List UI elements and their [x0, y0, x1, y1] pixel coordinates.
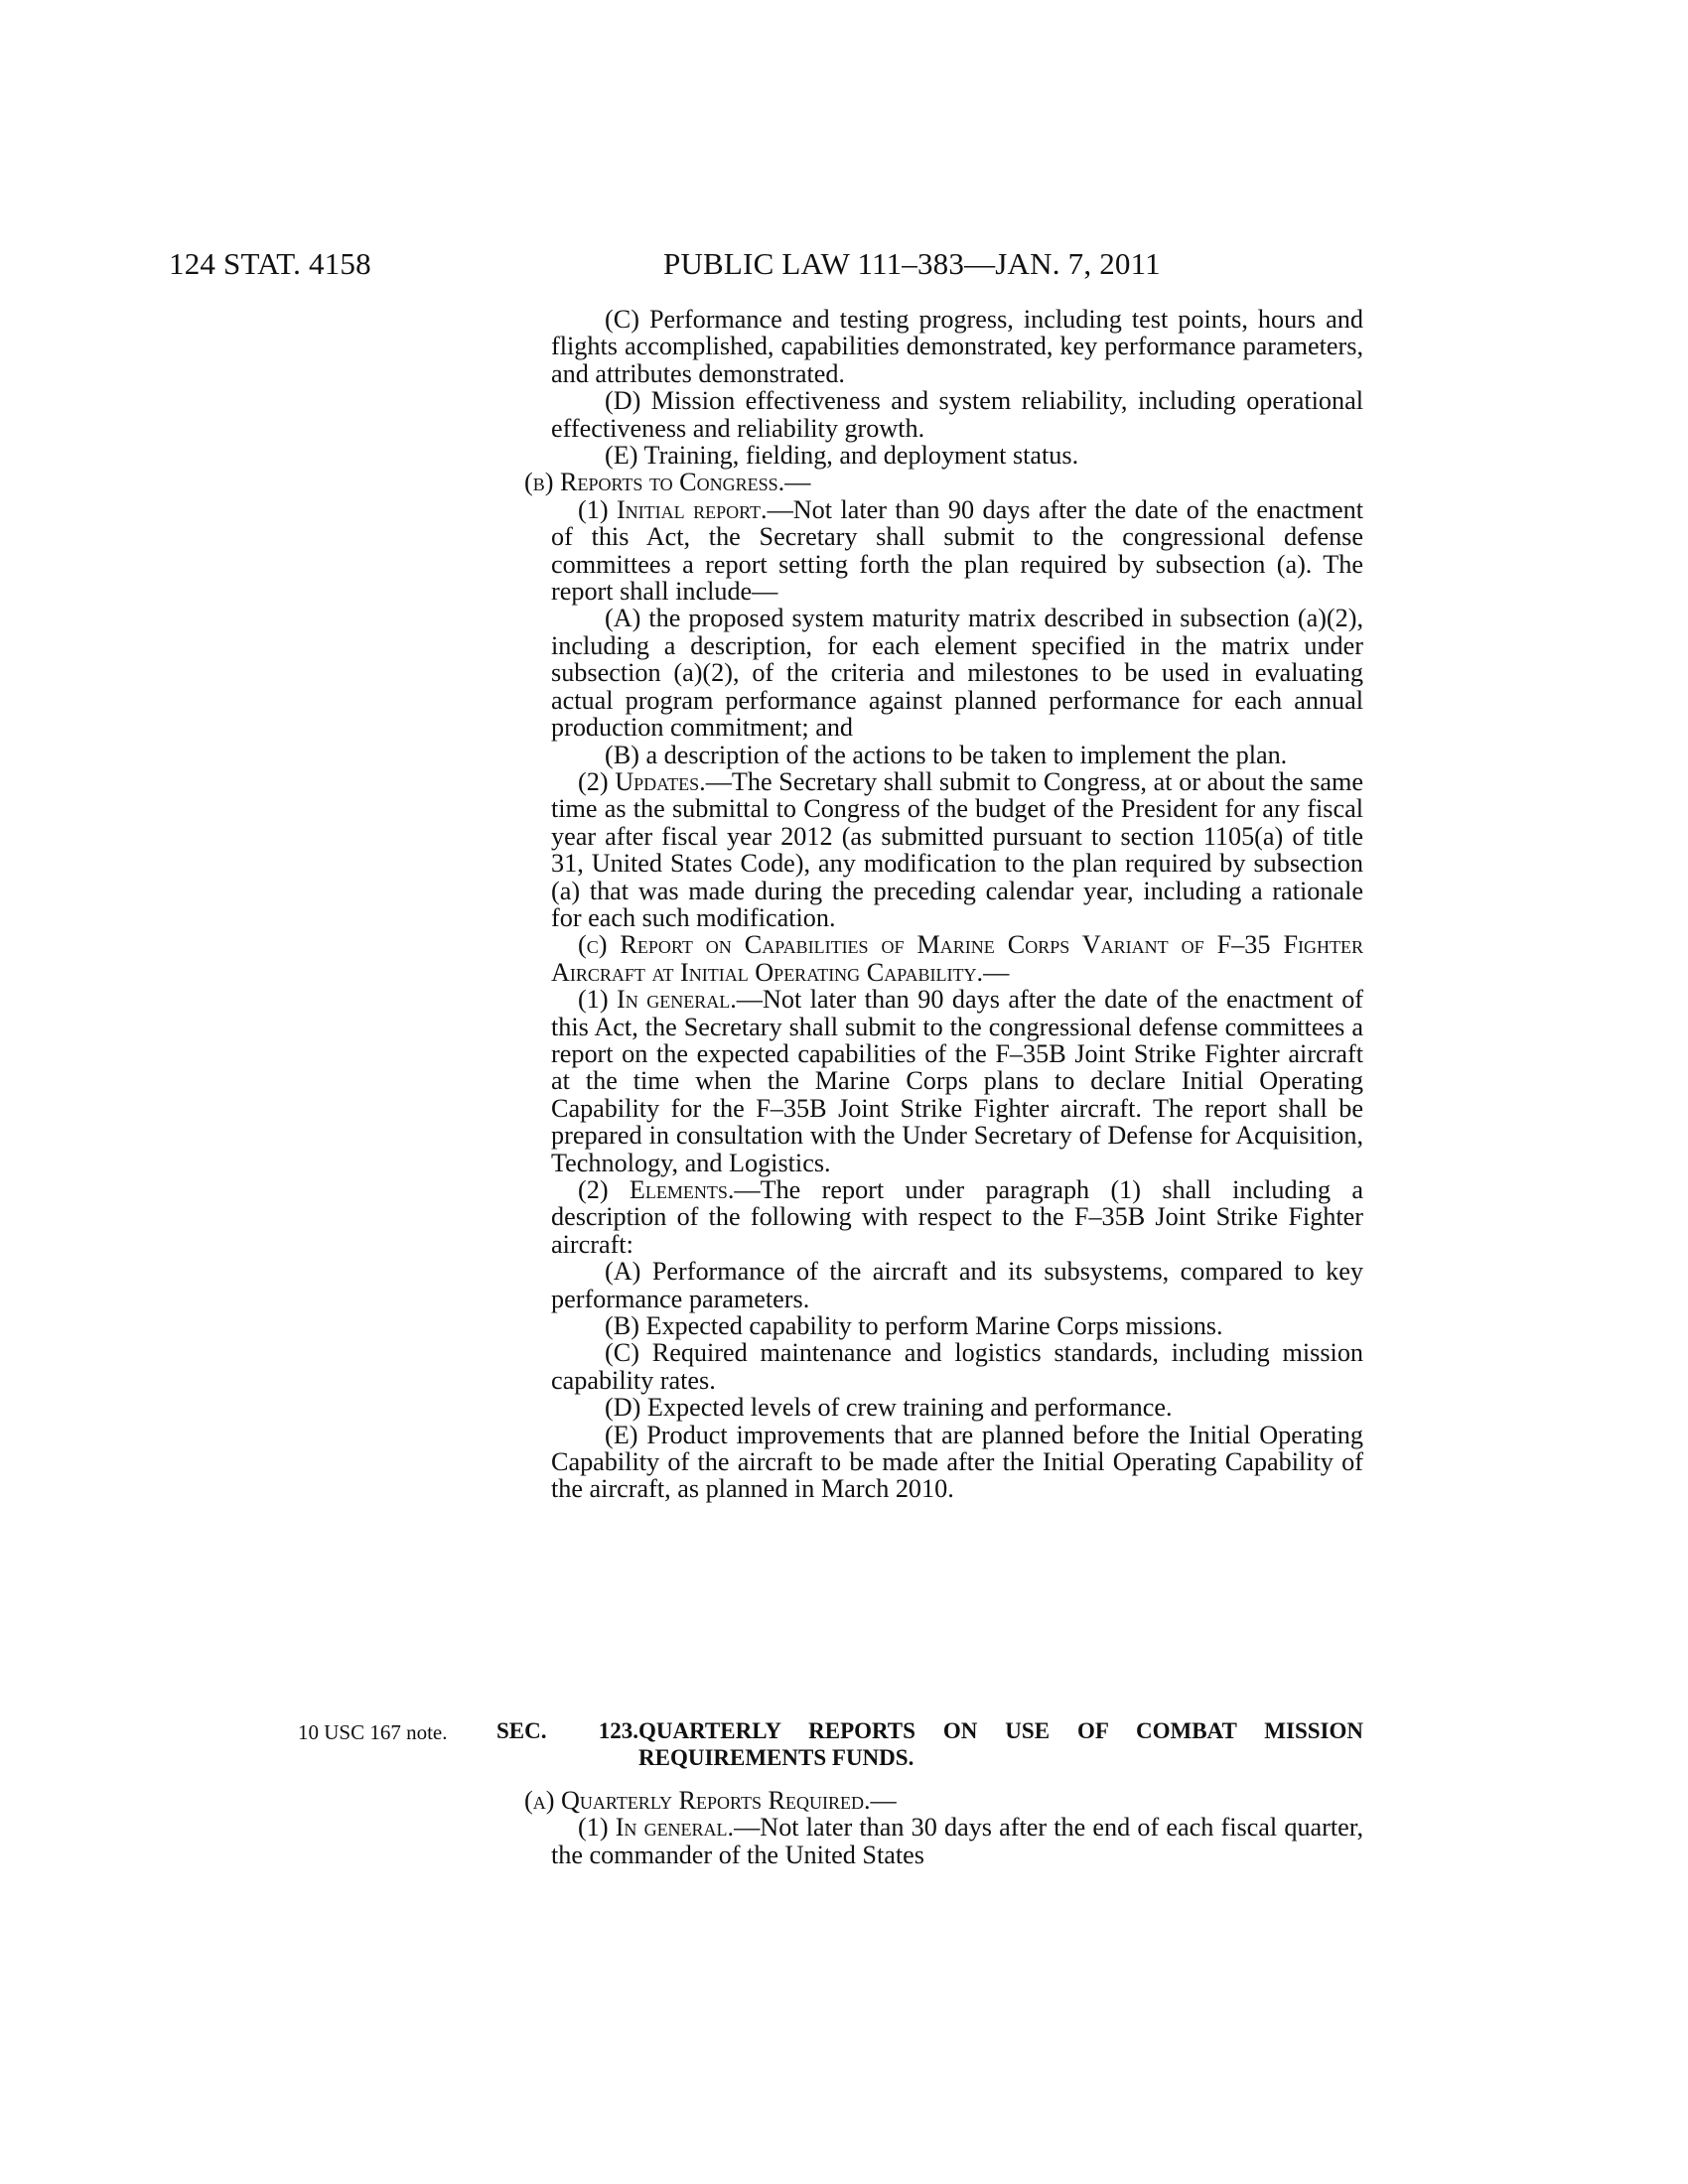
paragraph-a1 — [551, 1814, 1363, 1868]
paragraph-b2-text: —The Secretary shall submit to Congress, at or about the same time as the submittal to Congress of the budget of the President for any fiscal year after fiscal year 2012 (as submitted pursuant to section 1105(a) of title 31, United States Code), any modification to the plan required by subsection (a) that was made during the preceding calendar year, including a rationale for each such modification. — [551, 766, 1363, 932]
paragraph-a3C: (C) Performance and testing progress, including test points, hours and flights accomplished, capabilities demonstrated, key performance parameters, and attributes demonstrated. — [551, 305, 1363, 388]
paragraph-c2B: (B) Expected capability to perform Marine Corps missions. — [605, 1311, 1223, 1341]
paragraph-c1 — [551, 986, 1363, 1176]
paragraph-c2C: (C) Required maintenance and logistics standards, including mission capability rates. — [551, 1338, 1363, 1395]
paragraph-b1 — [551, 496, 1363, 606]
section-heading-line1 — [496, 1717, 1363, 1744]
section-123-heading — [496, 1717, 1363, 1771]
paragraph-c2D: (D) Expected levels of crew training and performance. — [605, 1393, 1173, 1423]
section-title-line1: QUARTERLY REPORTS ON USE OF COMBAT MISSION — [638, 1718, 1363, 1743]
section-123-text — [524, 1786, 1363, 1869]
section-number: SEC. 123. — [496, 1718, 638, 1743]
paragraph-a3E: (E) Training, fielding, and deployment status. — [605, 441, 1079, 471]
page-statute-number: 124 STAT. 4158 — [169, 246, 371, 281]
paragraph-a1-text: —Not later than 30 days after the end of each fiscal quarter, the commander of the United States — [551, 1813, 1363, 1869]
paragraph-b1-text: —Not later than 90 days after the date of the enactment of this Act, the Secretary shall submit to the congressional defense committees a report setting forth the plan required by subsection (a). The report shall include— — [551, 494, 1363, 607]
paragraph-b2 — [551, 768, 1363, 931]
subsection-b-heading-text: (b) Reports to Congress.— — [524, 468, 811, 497]
page-title: PUBLIC LAW 111–383—JAN. 7, 2011 — [663, 246, 1161, 281]
paragraph-c2 — [551, 1176, 1363, 1258]
paragraph-c1-heading: (1) In general. — [578, 985, 737, 1015]
paragraph-c2-text: —The report under paragraph (1) shall including a description of the following with respect to the F–35B Joint Strike Fighter aircraft: — [551, 1175, 1363, 1259]
paragraph-c2E: (E) Product improvements that are planned before the Initial Operating Capability of the aircraft to be made after the Initial Operating Capability of the aircraft, as planned in March 2010. — [551, 1420, 1363, 1504]
subsection-a-heading-text: (a) Quarterly Reports Required.— — [524, 1786, 897, 1815]
paragraph-a1-heading: (1) In general. — [578, 1813, 735, 1843]
paragraph-b1B: (B) a description of the actions to be taken to implement the plan. — [605, 740, 1288, 769]
paragraph-b1A — [497, 605, 1363, 741]
paragraph-c2-heading: (2) Elements. — [578, 1175, 735, 1204]
margin-note-citation: 10 USC 167 note. — [298, 1720, 448, 1744]
text-column — [524, 305, 1364, 1504]
subsection-c-heading-text: (c) Report on Capabilities of Marine Corps Variant of F–35 Fighter Aircraft at Initial Operating Capability.— — [551, 930, 1363, 987]
subsection-b-heading — [524, 469, 1363, 495]
paragraph-b1A-text: (A) the proposed system maturity matrix described in subsection (a)(2), including a description, for each element specified in the matrix under subsection (a)(2), of the criteria and milestones to be used in evaluating actual program performance against planned performance for each annual production commitment; and — [551, 604, 1363, 743]
paragraph-c1-text: —Not later than 90 days after the date of the enactment of this Act, the Secretary shall submit to the congressional defense committees a report on the expected capabilities of the F–35B Joint Strike Fighter aircraft at the time when the Marine Corps plans to declare Initial Operating Capability for the F–35B Joint Strike Fighter aircraft. The report shall be prepared in consultation with the Under Secretary of Defense for Acquisition, Technology, and Logistics. — [551, 985, 1364, 1177]
subsection-c-heading — [497, 931, 1363, 986]
subsection-a-heading — [524, 1787, 1363, 1814]
paragraph-c2A: (A) Performance of the aircraft and its subsystems, compared to key performance parameters. — [551, 1257, 1363, 1313]
section-title-line2: REQUIREMENTS FUNDS. — [638, 1745, 914, 1770]
paragraph-b1-heading: (1) Initial report. — [578, 494, 768, 524]
paragraph-a3D: (D) Mission effectiveness and system reliability, including operational effectiveness and reliability growth. — [551, 386, 1363, 443]
paragraph-b2-heading: (2) Updates. — [578, 766, 706, 796]
